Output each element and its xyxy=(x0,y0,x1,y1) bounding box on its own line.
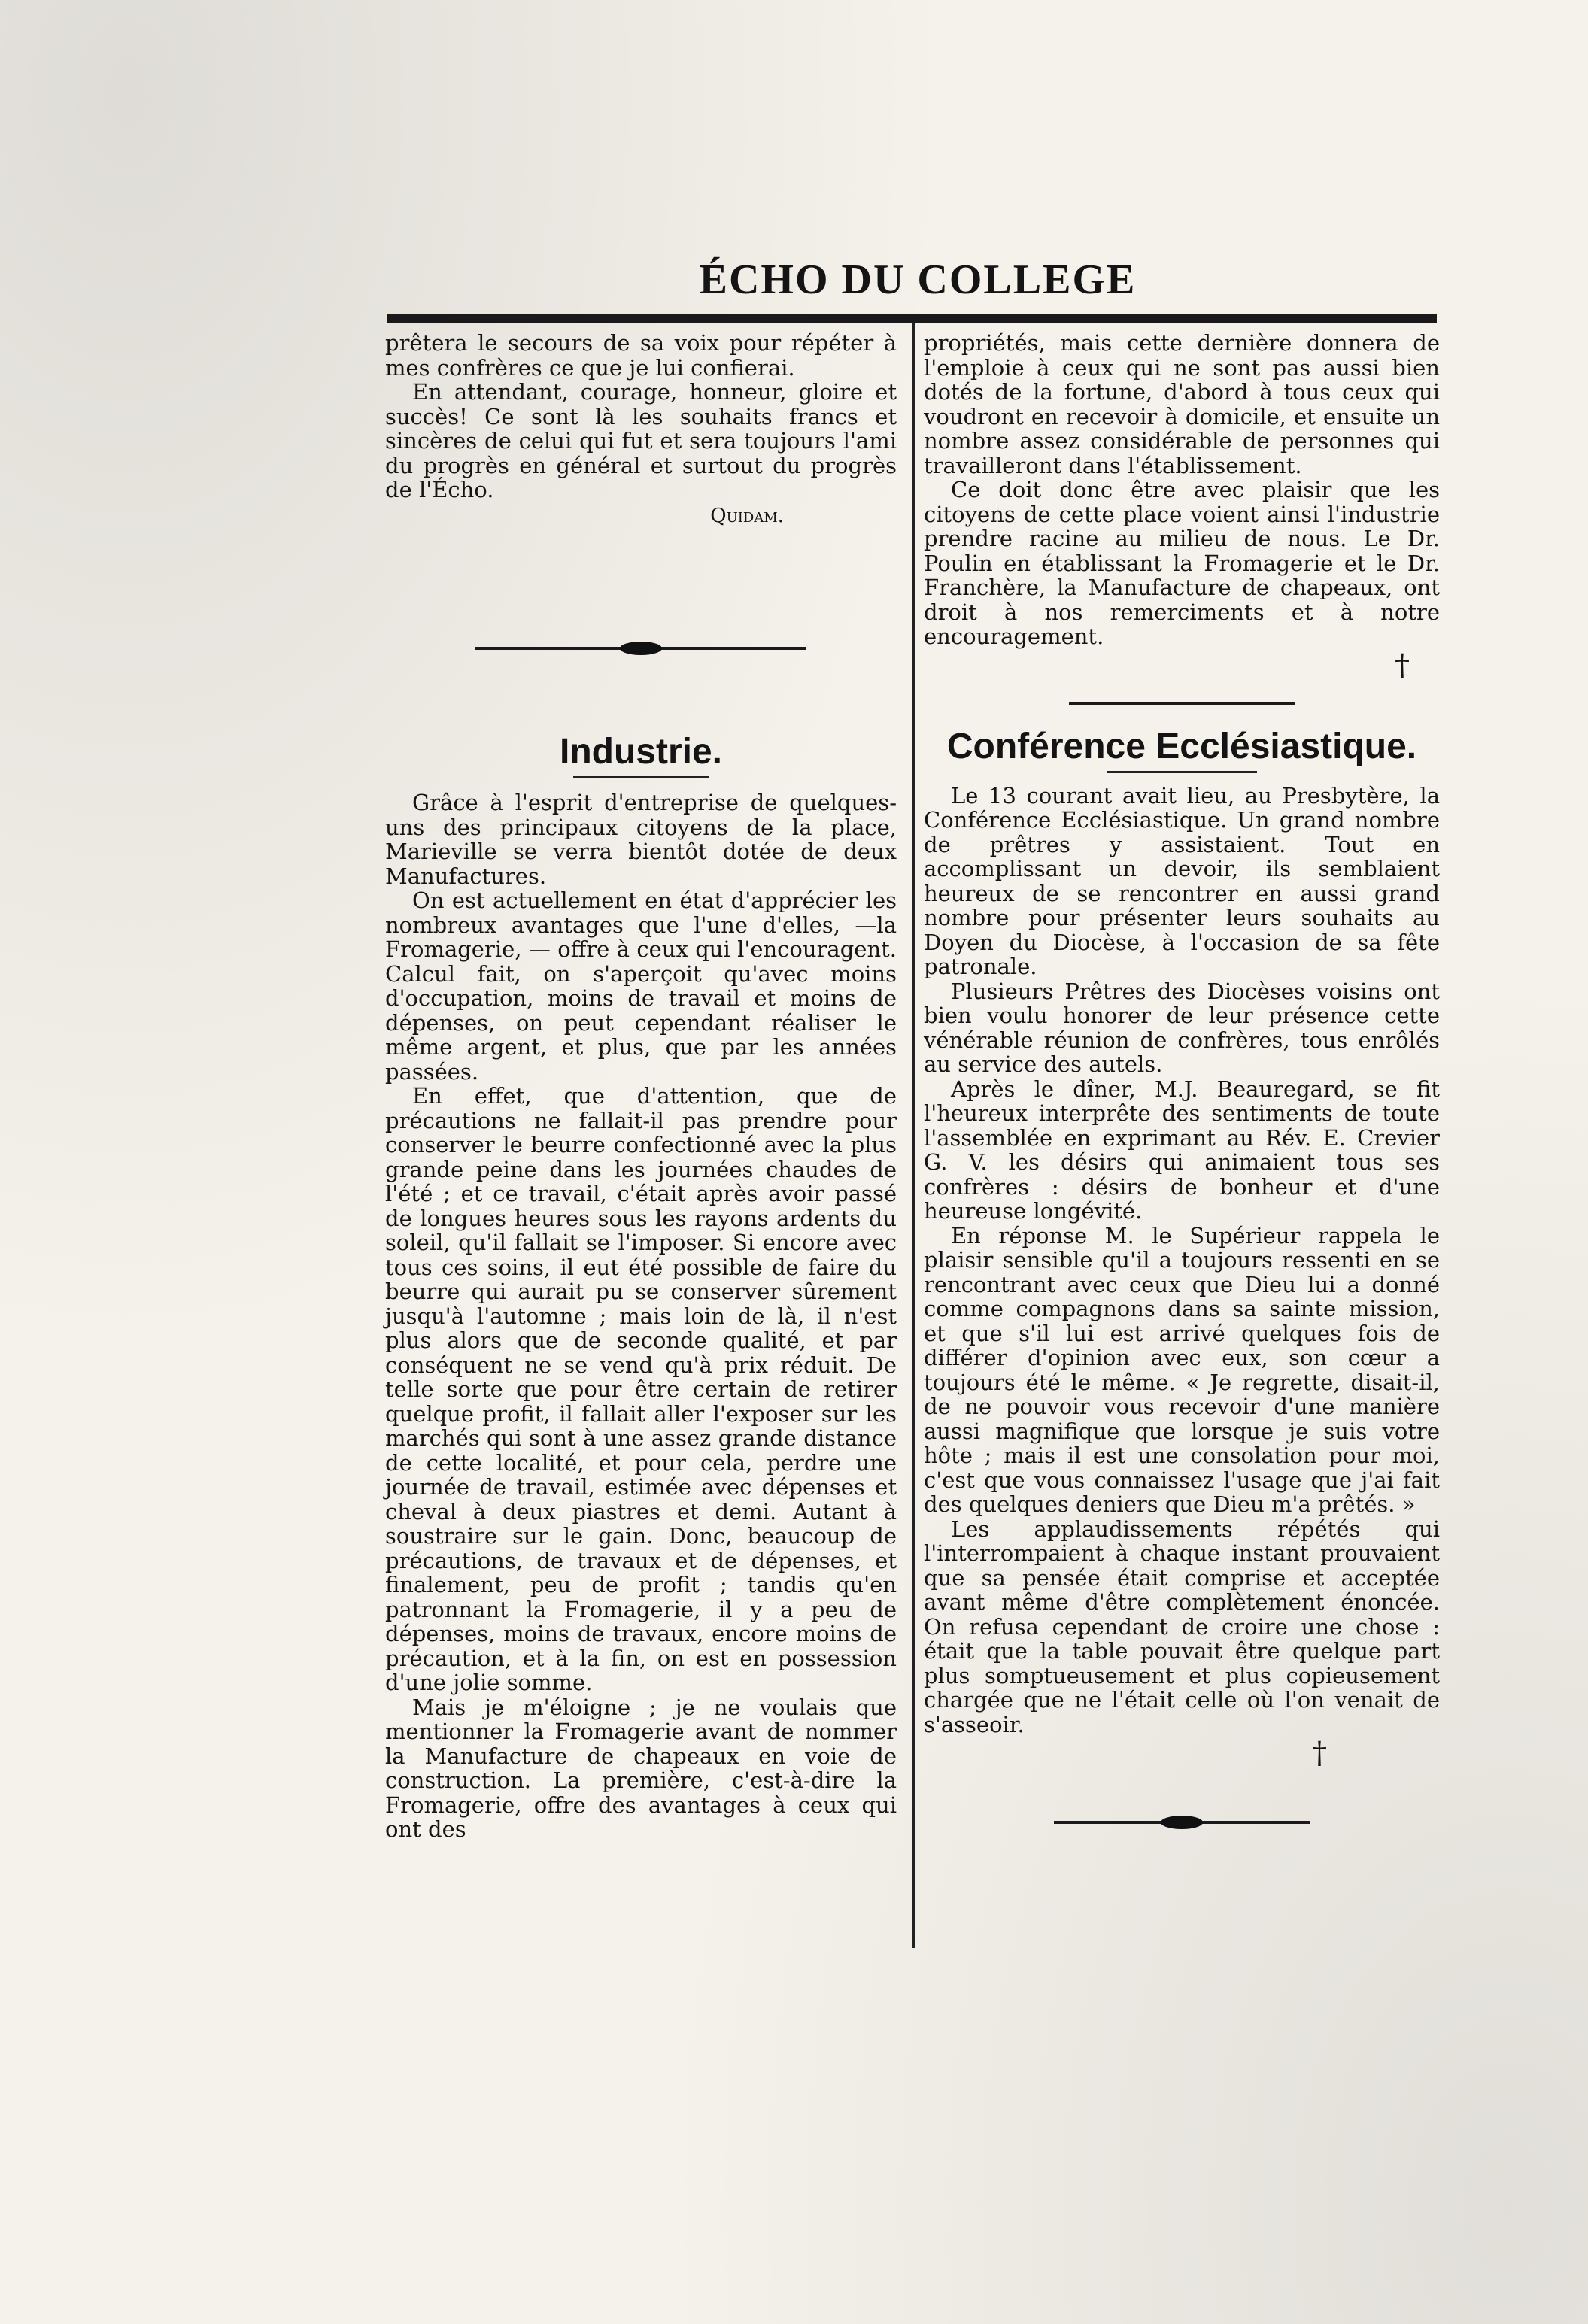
column-divider xyxy=(912,323,915,1948)
section-ornament xyxy=(475,641,806,656)
article-title-industrie: Industrie. xyxy=(385,731,897,778)
right-column xyxy=(924,331,1440,1830)
masthead: ÉCHO DU COLLEGE xyxy=(699,256,1137,303)
paragraph: Plusieurs Prêtres des Diocèses voisins ont bien voulu honorer de leur présence cette vénérable réunion de confrères, tous enrôlés au service des autels. xyxy=(924,978,1440,1077)
paragraph: Ce doit donc être avec plaisir que les citoyens de cette place voient ainsi l'industrie prendre racine au milieu de nous. Le Dr. Poulin en établissant la Fromagerie et le Dr. Franchère, la Manufacture de chapeaux, ont droit à nos remerciments et à notre encouragement. xyxy=(924,477,1440,649)
paragraph: Après le dîner, M.J. Beauregard, se fit l'heureux interprête des sentiments de toute l'assemblée en exprimant au Rév. E. Crevier G. V. les désirs qui animaient tous ses confrères : désirs de bonheur et d'une heureuse longévité. xyxy=(924,1076,1440,1224)
paragraph: En attendant, courage, honneur, gloire et succès! Ce sont là les souhaits francs et sincères de celui qui fut et sera toujours l'ami du progrès en général et surtout du progrès de l'Écho. xyxy=(385,379,897,502)
masthead-rule xyxy=(387,314,1437,323)
paragraph: Les applaudissements répétés qui l'interrompaient à chaque instant prouvaient que sa pensée était comprise et acceptée avant même d'être complètement énoncée. On refusa cependant de croire une chose : était que la table pouvait être quelque part plus somptueusement et plus copieusement chargée que ne l'était celle où l'on venait de s'asseoir. xyxy=(924,1515,1440,1737)
paragraph: On est actuellement en état d'apprécier les nombreux avantages que l'une d'elles, —la Fromagerie, — offre à ceux qui l'encouragent. Calcul fait, on s'aperçoit qu'avec moins d'occupation, moins de travail et moins de dépenses, on peut cependant réaliser le même argent, et plus, que par les années passées. xyxy=(385,887,897,1085)
paragraph: En effet, que d'attention, que de précautions ne fallait-il pas prendre pour conserver le beurre confectionné avec la plus grande peine dans les journées chaudes de l'été ; et ce travail, c'était après avoir passé de longues heures sous les rayons ardents du soleil, qu'il fallait se l'imposer. Si encore avec tous ces soins, il eut été possible de faire du beurre qui aurait pu se conserver sûrement jusqu'à l'automne ; mais loin de là, il n'est plus alors que de seconde qualité, et par conséquent ne se vend qu'à prix réduit. De telle sorte que pour être certain de retirer quelque profit, il fallait aller l'exposer sur les marchés qui sont à une assez grande distance de cette localité, et pour cela, perdre une journée de travail, estimée avec dépenses et cheval à deux piastres et demi. Autant à soustraire sur le gain. Donc, beaucoup de précautions, de travaux et de dépenses, et finalement, peu de profit ; tandis qu'en patronnant la Fromagerie, il y a peu de dépenses, moins de travaux, encore moins de précaution, et à la fin, on est en possession d'une jolie somme. xyxy=(385,1083,897,1695)
cross-mark: † xyxy=(1312,1736,1327,1770)
paragraph: Grâce à l'esprit d'entreprise de quelques-uns des principaux citoyens de la place, Marieville se verra bientôt dotée de deux Manufactures. xyxy=(385,790,897,889)
paragraph: En réponse M. le Supérieur rappela le plaisir sensible qu'il a toujours ressenti en se rencontrant avec ceux que Dieu lui a donné comme compagnons dans sa sainte mission, et que s'il lui est arrivé quelques fois de différer d'opinion avec eux, son cœur a toujours été le même. « Je regrette, disait-il, de ne pouvoir vous recevoir d'une manière aussi magnifique que lorsque je suis votre hôte ; mais il est une consolation pour moi, c'est que vous connaissez l'usage que j'ai fait des quelques deniers que Dieu m'a prêtés. » xyxy=(924,1222,1440,1517)
paragraph: Mais je m'éloigne ; je ne voulais que mentionner la Fromagerie avant de nommer la Manufacture de chapeaux en voie de construction. La première, c'est-à-dire la Fromagerie, offre des avantages à ceux qui ont des xyxy=(385,1694,897,1842)
section-ornament xyxy=(1054,1815,1310,1830)
paragraph: prêtera le secours de sa voix pour répéter à mes confrères ce que je lui confierai. xyxy=(385,330,897,381)
paragraph: Le 13 courant avait lieu, au Presbytère, la Conférence Ecclésiastique. Un grand nombre de prêtres y assistaient. Tout en accomplissant un devoir, ils semblaient heureux de se rencontrer en aussi grand nombre pour présenter leurs souhaits au Doyen du Diocèse, à l'occasion de sa fête patronale. xyxy=(924,782,1440,979)
article-title-conference: Conférence Ecclésiastique. xyxy=(924,726,1440,773)
paragraph: propriétés, mais cette dernière donnera de l'emploie à ceux qui ne sont pas aussi bien dotés de la fortune, d'abord à tous ceux qui voudront en recevoir à domicile, et ensuite un nombre assez considérable de personnes qui travailleront dans l'établissement. xyxy=(924,330,1440,478)
left-column xyxy=(385,331,897,1842)
cross-mark: † xyxy=(1395,648,1410,683)
signature: Quidam. xyxy=(710,504,784,527)
